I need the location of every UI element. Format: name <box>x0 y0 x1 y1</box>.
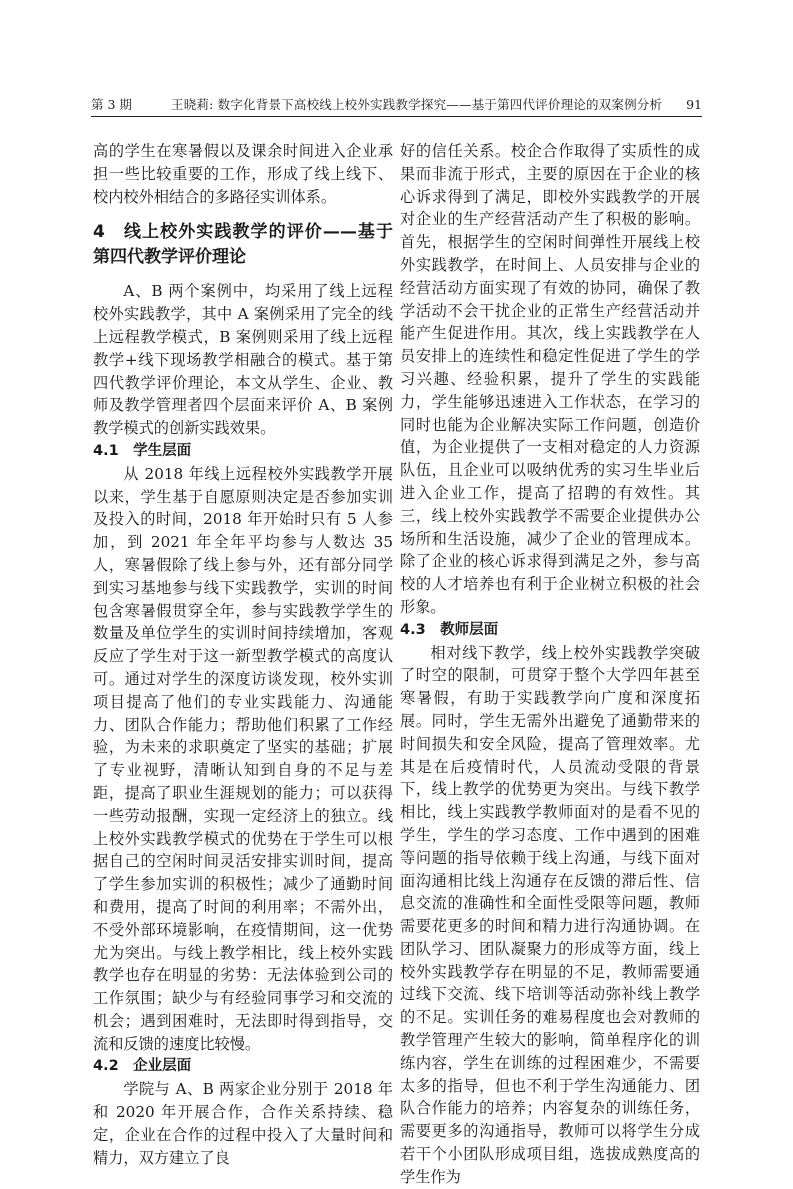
running-header <box>91 94 702 117</box>
left-column <box>93 140 393 1169</box>
issue-label: 第 3 期 <box>91 97 132 112</box>
subsection-4-1-heading: 4.1 学生层面 <box>93 442 192 459</box>
page-number: 91 <box>686 97 702 112</box>
subsection-4-2-text: 学院与 A、B 两家企业分别于 2018 年和 2020 年开展合作，合作关系持续、稳定，企业在合作的过程中投入了大量时间和精力，双方建立了良 <box>93 1080 393 1167</box>
section-4-intro: A、B 两个案例中，均采用了线上远程校外实践教学，其中 A 案例采用了完全的线上远程教学模式，B 案例则采用了线上远程教学+线下现场教学相融合的模式。基于第四代教学评价理论，本文从学生、企业、教师及教学管理者四个层面来评价 A、B 案例教学模式的创新实践效果。 <box>93 282 393 438</box>
running-title: 王晓莉: 数字化背景下高校线上校外实践教学探究——基于第四代评价理论的双案例分析 <box>171 97 663 112</box>
subsection-4-2-heading: 4.2 企业层面 <box>93 1058 192 1075</box>
subsection-4-3-heading: 4.3 教师层面 <box>400 621 499 638</box>
section-4-heading: 4 线上校外实践教学的评价——基于第四代教学评价理论 <box>93 222 393 268</box>
continued-paragraph: 高的学生在寒暑假以及课余时间进入企业承担一些比较重要的工作，形成了线上线下、校内校外相结合的多路径实训体系。 <box>93 142 393 206</box>
right-column <box>400 140 700 1189</box>
subsection-4-3-text: 相对线下教学，线上校外实践教学突破了时空的限制，可贯穿于整个大学四年甚至寒暑假，有助于实践教学向广度和深度拓展。同时，学生无需外出避免了通勤带来的时间损失和安全风险，提高了管理效率。尤其是在后疫情时代，人员流动受限的背景下，线上教学的优势更为突出。与线下教学相比，线上实践教学教师面对的是看不见的学生，学生的学习态度、工作中遇到的困难等问题的指导依赖于线上沟通，与线下面对面沟通相比线上沟通存在反馈的滞后性、信息交流的准确性和全面性受限等问题，教师需要花更多的时间和精力进行沟通协调。在团队学习、团队凝聚力的形成等方面，线上校外实践教学存在明显的不足，教师需要通过线下交流、线下培训等活动弥补线上教学的不足。实训任务的难易程度也会对教师的教学管理产生较大的影响，简单程序化的训练内容，学生在训练的过程困难少，不需要太多的指导，但也不利于学生沟通能力、团队合作能力的培养；内容复杂的训练任务，需要更多的沟通指导，教师可以将学生分成若干个小团队形成项目组，选拔成熟度高的学生作为 <box>400 643 700 1186</box>
subsection-4-2-continued: 好的信任关系。校企合作取得了实质性的成果而非流于形式，主要的原因在于企业的核心诉求得到了满足，即校外实践教学的开展对企业的生产经营活动产生了积极的影响。首先，根据学生的空闲时间弹性开展线上校外实践教学，在时间上、人员安排与企业的经营活动方面实现了有效的协同，确保了教学活动不会干扰企业的正常生产经营活动并能产生促进作用。其次，线上实践教学在人员安排上的连续性和稳定性促进了学生的学习兴趣、经验积累，提升了学生的实践能力，学生能够迅速进入工作状态，在学习的同时也能为企业解决实际工作问题，创造价值，为企业提供了一支相对稳定的人力资源队伍，且企业可以吸纳优秀的实习生毕业后进入企业工作，提高了招聘的有效性。其三，线上校外实践教学不需要企业提供办公场所和生活设施，减少了企业的管理成本。除了企业的核心诉求得到满足之外，参与高校的人才培养也有利于企业树立积极的社会形象。 <box>400 142 700 616</box>
subsection-4-1-text: 从 2018 年线上远程校外实践教学开展以来，学生基于自愿原则决定是否参加实训及投入的时间，2018 年开始时只有 5 人参加，到 2021 年全年平均参与人数达 35 人，寒暑假除了线上参与外，还有部分同学到实习基地参与线下实践教学，实训的时间包含寒暑假贯穿全年，参与实践教学学生的数量及单位学生的实训时间持续增加，客观反应了学生对于这一新型教学模式的高度认可。通过对学生的深度访谈发现，校外实训项目提高了他们的专业实践能力、沟通能力、团队合作能力；帮助他们积累了工作经验，为未来的求职奠定了坚实的基础；扩展了专业视野，清晰认知到自身的不足与差距，提高了职业生涯规划的能力；可以获得一些劳动报酬，实现一定经济上的独立。线上校外实践教学模式的优势在于学生可以根据自己的空闲时间灵活安排实训时间，提高了学生参加实训的积极性；减少了通勤时间和费用，提高了时间的利用率；不需外出，不受外部环境影响，在疫情期间，这一优势尤为突出。与线上教学相比，线上校外实践教学也存在明显的劣势：无法体验到公司的工作氛围；缺少与有经验同事学习和交流的机会；遇到困难时，无法即时得到指导，交流和反馈的速度比较慢。 <box>93 464 393 1053</box>
